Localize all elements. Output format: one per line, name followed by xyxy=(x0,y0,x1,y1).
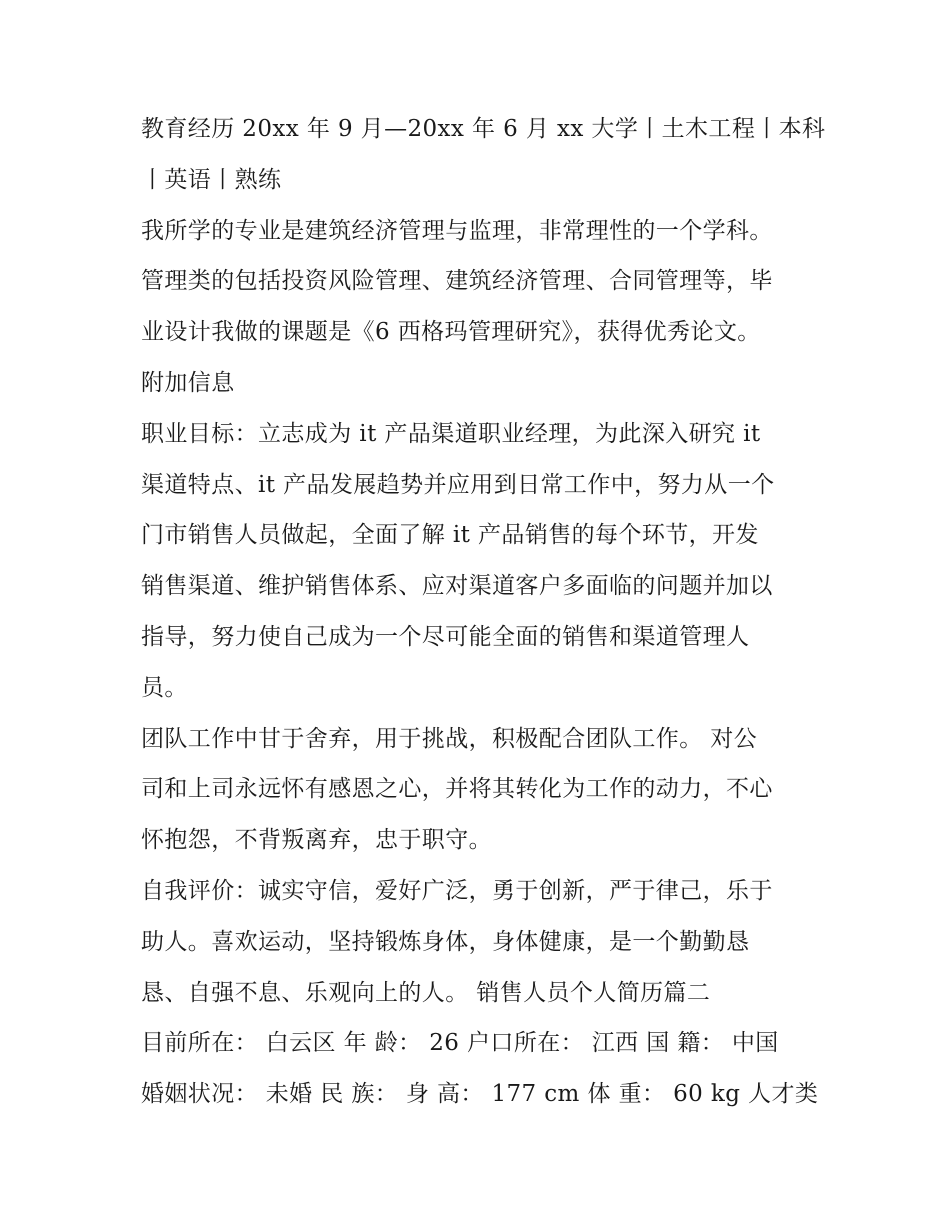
text-line-career-goal-5: 指导，努力使自己成为一个尽可能全面的销售和渠道管理人 xyxy=(141,623,750,650)
text-line-teamwork-2: 司和上司永远怀有感恩之心，并将其转化为工作的动力，不心 xyxy=(141,776,773,803)
text-line-career-goal-1: 职业目标：立志成为 it 产品渠道职业经理，为此深入研究 it xyxy=(141,420,761,447)
text-line-major-2: 管理类的包括投资风险管理、建筑经济管理、合同管理等，毕 xyxy=(141,268,773,295)
text-line-career-goal-2: 渠道特点、it 产品发展趋势并应用到日常工作中，努力从一个 xyxy=(141,471,775,498)
text-line-education-2: 丨英语丨熟练 xyxy=(141,166,282,193)
text-line-self-evaluation-1: 自我评价：诚实守信，爱好广泛，勇于创新，严于律己，乐于 xyxy=(141,877,773,904)
text-line-teamwork-3: 怀抱怨，不背叛离弃，忠于职守。 xyxy=(141,827,492,854)
text-line-personal-info-1: 目前所在： 白云区 年 龄： 26 户口所在： 江西 国 籍： 中国 xyxy=(141,1030,779,1057)
text-line-self-evaluation-3: 恳、自强不息、乐观向上的人。 销售人员个人简历篇二 xyxy=(141,979,711,1006)
text-line-major-1: 我所学的专业是建筑经济管理与监理，非常理性的一个学科。 xyxy=(141,217,773,244)
text-line-teamwork-1: 团队工作中甘于舍弃，用于挑战，积极配合团队工作。 对公 xyxy=(141,725,758,752)
text-line-career-goal-6: 员。 xyxy=(141,674,188,701)
text-line-career-goal-3: 门市销售人员做起，全面了解 it 产品销售的每个环节，开发 xyxy=(141,522,759,549)
text-line-self-evaluation-2: 助人。喜欢运动，坚持锻炼身体，身体健康，是一个勤勤恳 xyxy=(141,928,750,955)
section-heading-additional-info: 附加信息 xyxy=(141,369,235,396)
text-line-education-1: 教育经历 20xx 年 9 月—20xx 年 6 月 xx 大学丨土木工程丨本科 xyxy=(141,116,826,142)
document-body xyxy=(141,104,826,1120)
text-line-career-goal-4: 销售渠道、维护销售体系、应对渠道客户多面临的问题并加以 xyxy=(141,573,773,600)
text-line-major-3: 业设计我做的课题是《6 西格玛管理研究》，获得优秀论文。 xyxy=(141,319,761,346)
text-line-personal-info-2: 婚姻状况： 未婚 民 族： 身 高： 177 cm 体 重： 60 kg 人才类 xyxy=(141,1081,819,1108)
